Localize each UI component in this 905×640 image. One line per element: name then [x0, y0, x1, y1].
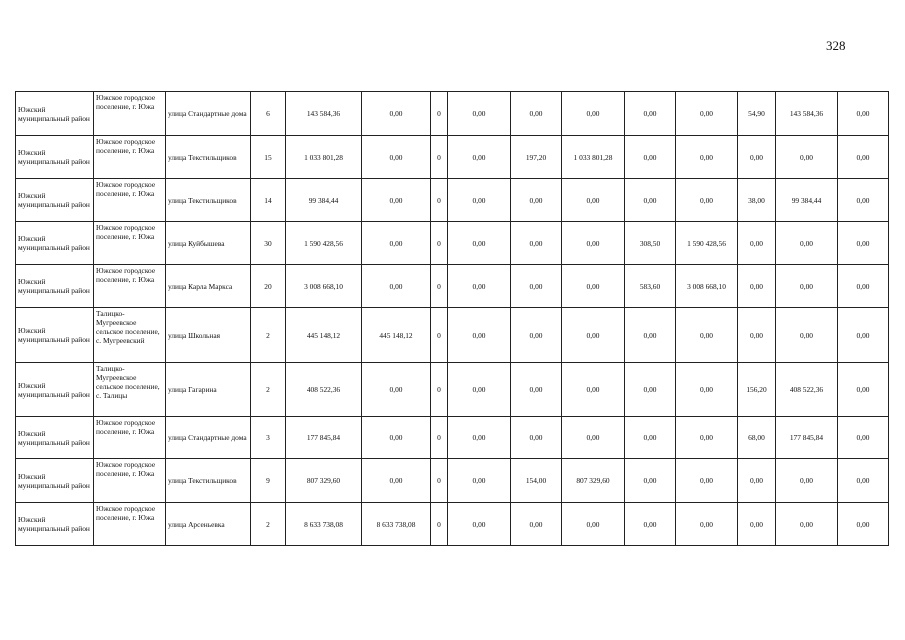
cell-n5: 0,00: [448, 503, 511, 546]
cell-n2: 99 384,44: [286, 179, 362, 222]
cell-n12: 0,00: [838, 308, 889, 363]
cell-n8: 0,00: [625, 92, 676, 136]
cell-settlement: Южское городское поселение, г. Южа: [94, 417, 166, 459]
cell-n6: 0,00: [511, 363, 562, 417]
cell-n5: 0,00: [448, 459, 511, 503]
cell-n5: 0,00: [448, 308, 511, 363]
cell-n12: 0,00: [838, 136, 889, 179]
cell-n2: 1 590 428,56: [286, 222, 362, 265]
cell-district: Южский муниципальный район: [16, 459, 94, 503]
cell-n10: 0,00: [738, 222, 776, 265]
cell-n1: 2: [251, 503, 286, 546]
cell-n1: 6: [251, 92, 286, 136]
cell-n1: 3: [251, 417, 286, 459]
cell-n3: 445 148,12: [362, 308, 431, 363]
table-row: [16, 179, 889, 222]
cell-n7: 0,00: [562, 179, 625, 222]
cell-n10: 38,00: [738, 179, 776, 222]
cell-n6: 197,20: [511, 136, 562, 179]
cell-settlement: Южское городское поселение, г. Южа: [94, 136, 166, 179]
cell-settlement: Талицко-Мугреевское сельское поселение, с. Мугреевский: [94, 308, 166, 363]
table-row: [16, 417, 889, 459]
cell-n7: 0,00: [562, 363, 625, 417]
cell-n9: 0,00: [676, 459, 738, 503]
cell-n4: 0: [431, 503, 448, 546]
cell-n1: 2: [251, 308, 286, 363]
cell-n7: 0,00: [562, 503, 625, 546]
table-row: [16, 308, 889, 363]
cell-n12: 0,00: [838, 179, 889, 222]
cell-n7: 0,00: [562, 417, 625, 459]
table-row: [16, 265, 889, 308]
housing-table: [15, 91, 889, 546]
cell-district: Южский муниципальный район: [16, 136, 94, 179]
cell-n5: 0,00: [448, 363, 511, 417]
cell-n3: 0,00: [362, 265, 431, 308]
cell-n5: 0,00: [448, 136, 511, 179]
cell-n8: 0,00: [625, 136, 676, 179]
cell-n4: 0: [431, 308, 448, 363]
table-row: [16, 363, 889, 417]
cell-n11: 408 522,36: [776, 363, 838, 417]
cell-n11: 0,00: [776, 503, 838, 546]
cell-street: улица Гагарина: [166, 363, 251, 417]
cell-n5: 0,00: [448, 92, 511, 136]
cell-n6: 0,00: [511, 503, 562, 546]
cell-street: улица Текстильщиков: [166, 179, 251, 222]
cell-n4: 0: [431, 417, 448, 459]
cell-n7: 807 329,60: [562, 459, 625, 503]
cell-n12: 0,00: [838, 92, 889, 136]
cell-n10: 68,00: [738, 417, 776, 459]
cell-n10: 0,00: [738, 265, 776, 308]
cell-n6: 0,00: [511, 222, 562, 265]
cell-n4: 0: [431, 92, 448, 136]
cell-street: улица Куйбышева: [166, 222, 251, 265]
cell-n7: 0,00: [562, 222, 625, 265]
cell-street: улица Арсеньевка: [166, 503, 251, 546]
table-body: [16, 92, 889, 546]
cell-n4: 0: [431, 136, 448, 179]
cell-n1: 2: [251, 363, 286, 417]
cell-n9: 0,00: [676, 417, 738, 459]
cell-n2: 445 148,12: [286, 308, 362, 363]
cell-n4: 0: [431, 179, 448, 222]
cell-n5: 0,00: [448, 179, 511, 222]
cell-settlement: Южское городское поселение, г. Южа: [94, 459, 166, 503]
cell-n10: 0,00: [738, 136, 776, 179]
cell-n2: 3 008 668,10: [286, 265, 362, 308]
cell-street: улица Стандартные дома: [166, 417, 251, 459]
cell-n6: 0,00: [511, 92, 562, 136]
cell-n9: 0,00: [676, 308, 738, 363]
cell-district: Южский муниципальный район: [16, 92, 94, 136]
cell-n6: 0,00: [511, 265, 562, 308]
cell-n2: 1 033 801,28: [286, 136, 362, 179]
cell-settlement: Талицко-Мугреевское сельское поселение, с. Талицы: [94, 363, 166, 417]
cell-n8: 0,00: [625, 363, 676, 417]
cell-n8: 0,00: [625, 417, 676, 459]
cell-n6: 0,00: [511, 179, 562, 222]
cell-district: Южский муниципальный район: [16, 363, 94, 417]
cell-n3: 0,00: [362, 92, 431, 136]
cell-settlement: Южское городское поселение, г. Южа: [94, 265, 166, 308]
cell-n10: 156,20: [738, 363, 776, 417]
cell-district: Южский муниципальный район: [16, 308, 94, 363]
table-row: [16, 92, 889, 136]
cell-n4: 0: [431, 459, 448, 503]
cell-n11: 177 845,84: [776, 417, 838, 459]
cell-n7: 0,00: [562, 308, 625, 363]
cell-n4: 0: [431, 265, 448, 308]
cell-n2: 143 584,36: [286, 92, 362, 136]
table-row: [16, 136, 889, 179]
cell-n2: 177 845,84: [286, 417, 362, 459]
cell-n1: 14: [251, 179, 286, 222]
cell-n8: 0,00: [625, 503, 676, 546]
cell-n5: 0,00: [448, 417, 511, 459]
cell-n11: 0,00: [776, 308, 838, 363]
cell-district: Южский муниципальный район: [16, 222, 94, 265]
cell-settlement: Южское городское поселение, г. Южа: [94, 222, 166, 265]
cell-street: улица Текстильщиков: [166, 136, 251, 179]
table-row: [16, 503, 889, 546]
cell-n3: 0,00: [362, 179, 431, 222]
cell-n5: 0,00: [448, 265, 511, 308]
cell-n4: 0: [431, 222, 448, 265]
cell-n8: 0,00: [625, 459, 676, 503]
page-number: 328: [826, 38, 846, 53]
cell-settlement: Южское городское поселение, г. Южа: [94, 503, 166, 546]
cell-n8: 308,50: [625, 222, 676, 265]
cell-n2: 8 633 738,08: [286, 503, 362, 546]
cell-settlement: Южское городское поселение, г. Южа: [94, 179, 166, 222]
cell-street: улица Карла Маркса: [166, 265, 251, 308]
cell-settlement: Южское городское поселение, г. Южа: [94, 92, 166, 136]
table-row: [16, 222, 889, 265]
cell-n11: 143 584,36: [776, 92, 838, 136]
cell-n12: 0,00: [838, 417, 889, 459]
cell-district: Южский муниципальный район: [16, 179, 94, 222]
cell-n5: 0,00: [448, 222, 511, 265]
cell-n12: 0,00: [838, 363, 889, 417]
cell-n9: 1 590 428,56: [676, 222, 738, 265]
cell-n1: 30: [251, 222, 286, 265]
cell-n10: 0,00: [738, 308, 776, 363]
cell-n11: 0,00: [776, 222, 838, 265]
cell-n3: 0,00: [362, 459, 431, 503]
cell-n11: 0,00: [776, 265, 838, 308]
cell-n2: 807 329,60: [286, 459, 362, 503]
cell-street: улица Школьная: [166, 308, 251, 363]
cell-n1: 20: [251, 265, 286, 308]
cell-n9: 0,00: [676, 179, 738, 222]
cell-n3: 0,00: [362, 363, 431, 417]
cell-n8: 0,00: [625, 308, 676, 363]
cell-n6: 154,00: [511, 459, 562, 503]
cell-n9: 0,00: [676, 363, 738, 417]
cell-n12: 0,00: [838, 503, 889, 546]
cell-n11: 99 384,44: [776, 179, 838, 222]
cell-n12: 0,00: [838, 222, 889, 265]
cell-street: улица Текстильщиков: [166, 459, 251, 503]
cell-n8: 583,60: [625, 265, 676, 308]
cell-n6: 0,00: [511, 417, 562, 459]
cell-street: улица Стандартные дома: [166, 92, 251, 136]
cell-n3: 0,00: [362, 417, 431, 459]
cell-n9: 3 008 668,10: [676, 265, 738, 308]
cell-n9: 0,00: [676, 136, 738, 179]
cell-n6: 0,00: [511, 308, 562, 363]
cell-n3: 0,00: [362, 136, 431, 179]
cell-n2: 408 522,36: [286, 363, 362, 417]
cell-n1: 9: [251, 459, 286, 503]
cell-district: Южский муниципальный район: [16, 265, 94, 308]
cell-n9: 0,00: [676, 92, 738, 136]
cell-n11: 0,00: [776, 136, 838, 179]
cell-n10: 0,00: [738, 459, 776, 503]
table-row: [16, 459, 889, 503]
cell-n8: 0,00: [625, 179, 676, 222]
cell-n7: 1 033 801,28: [562, 136, 625, 179]
cell-n10: 54,90: [738, 92, 776, 136]
cell-n9: 0,00: [676, 503, 738, 546]
cell-n7: 0,00: [562, 92, 625, 136]
cell-district: Южский муниципальный район: [16, 503, 94, 546]
cell-n3: 0,00: [362, 222, 431, 265]
cell-n10: 0,00: [738, 503, 776, 546]
cell-n12: 0,00: [838, 265, 889, 308]
cell-district: Южский муниципальный район: [16, 417, 94, 459]
cell-n1: 15: [251, 136, 286, 179]
cell-n3: 8 633 738,08: [362, 503, 431, 546]
cell-n12: 0,00: [838, 459, 889, 503]
cell-n7: 0,00: [562, 265, 625, 308]
cell-n4: 0: [431, 363, 448, 417]
cell-n11: 0,00: [776, 459, 838, 503]
